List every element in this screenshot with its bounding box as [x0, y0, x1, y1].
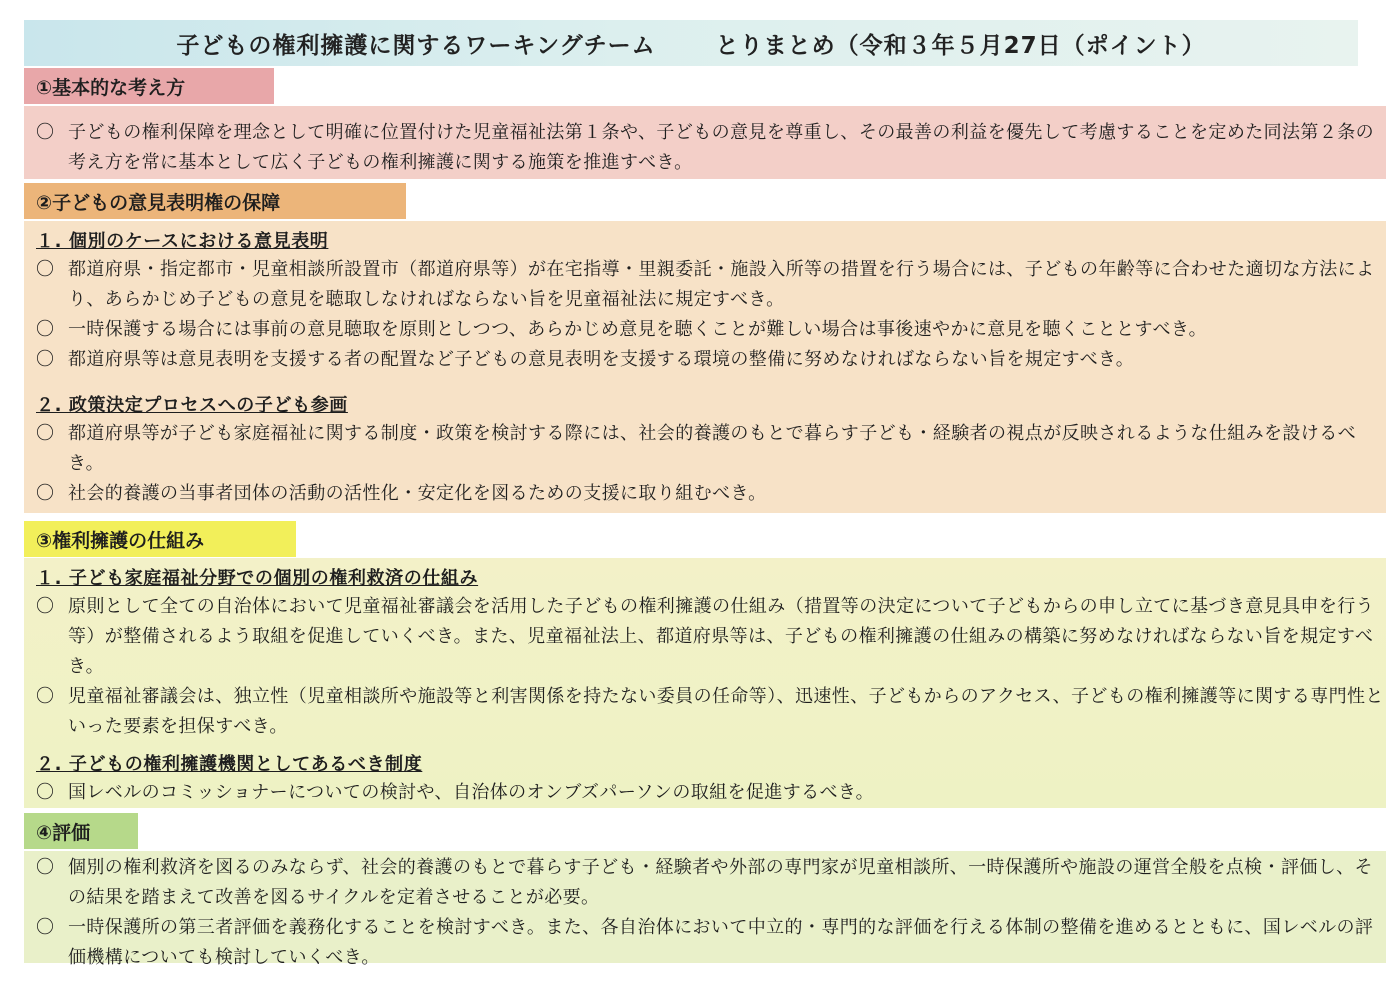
page-title — [24, 20, 1358, 66]
circle-bullet-icon: 〇 — [36, 349, 55, 370]
section-heading-evaluation: ④評価 — [24, 813, 138, 849]
circle-bullet-icon: 〇 — [36, 857, 55, 878]
list-item: 〇 都道府県・指定都市・児童相談所設置市（都道府県等）が在宅指導・里親委託・施設入所等の措置を行う場合には、子どもの年齢等に合わせた適切な方法により、あらかじめ子どもの意見を聴取しなければならない旨を児童福祉法に規定すべき。 — [24, 255, 1386, 315]
section-body-rights-mechanism — [24, 558, 1386, 808]
list-item: 〇 原則として全ての自治体において児童福祉審議会を活用した子どもの権利擁護の仕組み（措置等の決定について子どもからの申し立てに基づき意見具申を行う等）が整備されるよう取組を促進していくべき。また、児童福祉法上、都道府県等は、子どもの権利擁護の仕組みの構築に努めなければならない旨を規定すべき。 — [24, 592, 1386, 682]
circle-bullet-icon: 〇 — [36, 686, 55, 707]
section-body-opinion-rights — [24, 221, 1386, 513]
circle-bullet-icon: 〇 — [36, 483, 55, 504]
list-item: 〇 社会的養護の当事者団体の活動の活性化・安定化を図るための支援に取り組むべき。 — [24, 479, 1386, 509]
list-item: 〇 一時保護する場合には事前の意見聴取を原則としつつ、あらかじめ意見を聴くことが難しい場合は事後速やかに意見を聴くこととすべき。 — [24, 315, 1386, 345]
title-main: 子どもの権利擁護に関するワーキングチーム — [176, 32, 656, 59]
list-item: 〇 都道府県等が子ども家庭福祉に関する制度・政策を検討する際には、社会的養護のもとで暮らす子ども・経験者の視点が反映されるような仕組みを設けるべき。 — [24, 419, 1386, 479]
section-body-basic-idea — [24, 106, 1386, 179]
section-body-evaluation — [24, 851, 1386, 968]
title-sub: とりまとめ（令和３年５月27日（ポイント） — [715, 32, 1206, 59]
list-item: 〇 個別の権利救済を図るのみならず、社会的養護のもとで暮らす子ども・経験者や外部の専門家が児童相談所、一時保護所や施設の運営全般を点検・評価し、その結果を踏まえて改善を図るサイクルを定着させることが必要。 — [24, 853, 1386, 913]
list-item: 〇 国レベルのコミッショナーについての検討や、自治体のオンブズパーソンの取組を促進するべき。 — [24, 778, 1386, 808]
section-heading-basic-idea: ①基本的な考え方 — [24, 68, 274, 104]
list-item: 〇 児童福祉審議会は、独立性（児童相談所や施設等と利害関係を持たない委員の任命等）、迅速性、子どもからのアクセス、子どもの権利擁護等に関する専門性といった要素を担保すべき。 — [24, 682, 1386, 742]
circle-bullet-icon: 〇 — [36, 259, 55, 280]
subsection-title: ２. 子どもの権利擁護機関としてあるべき制度 — [36, 754, 423, 775]
section-heading-rights-mechanism: ③権利擁護の仕組み — [24, 521, 296, 557]
circle-bullet-icon: 〇 — [36, 319, 55, 340]
circle-bullet-icon: 〇 — [36, 423, 55, 444]
list-item: 〇 子どもの権利保障を理念として明確に位置付けた児童福祉法第１条や、子どもの意見を尊重し、その最善の利益を優先して考慮することを定めた同法第２条の考え方を常に基本として広く子どもの権利擁護に関する施策を推進すべき。 — [24, 118, 1386, 178]
list-item: 〇 都道府県等は意見表明を支援する者の配置など子どもの意見表明を支援する環境の整備に努めなければならない旨を規定すべき。 — [24, 345, 1386, 375]
circle-bullet-icon: 〇 — [36, 917, 55, 938]
circle-bullet-icon: 〇 — [36, 782, 55, 803]
circle-bullet-icon: 〇 — [36, 122, 55, 143]
section-heading-opinion-rights: ②子どもの意見表明権の保障 — [24, 183, 406, 219]
subsection-title: ２. 政策決定プロセスへの子ども参画 — [36, 395, 348, 416]
subsection-title: １. 個別のケースにおける意見表明 — [36, 231, 329, 252]
circle-bullet-icon: 〇 — [36, 596, 55, 617]
list-item: 〇 一時保護所の第三者評価を義務化することを検討すべき。また、各自治体において中立的・専門的な評価を行える体制の整備を進めるとともに、国レベルの評価機構についても検討していくべき。 — [24, 913, 1386, 973]
subsection-title: １. 子ども家庭福祉分野での個別の権利救済の仕組み — [36, 568, 479, 589]
